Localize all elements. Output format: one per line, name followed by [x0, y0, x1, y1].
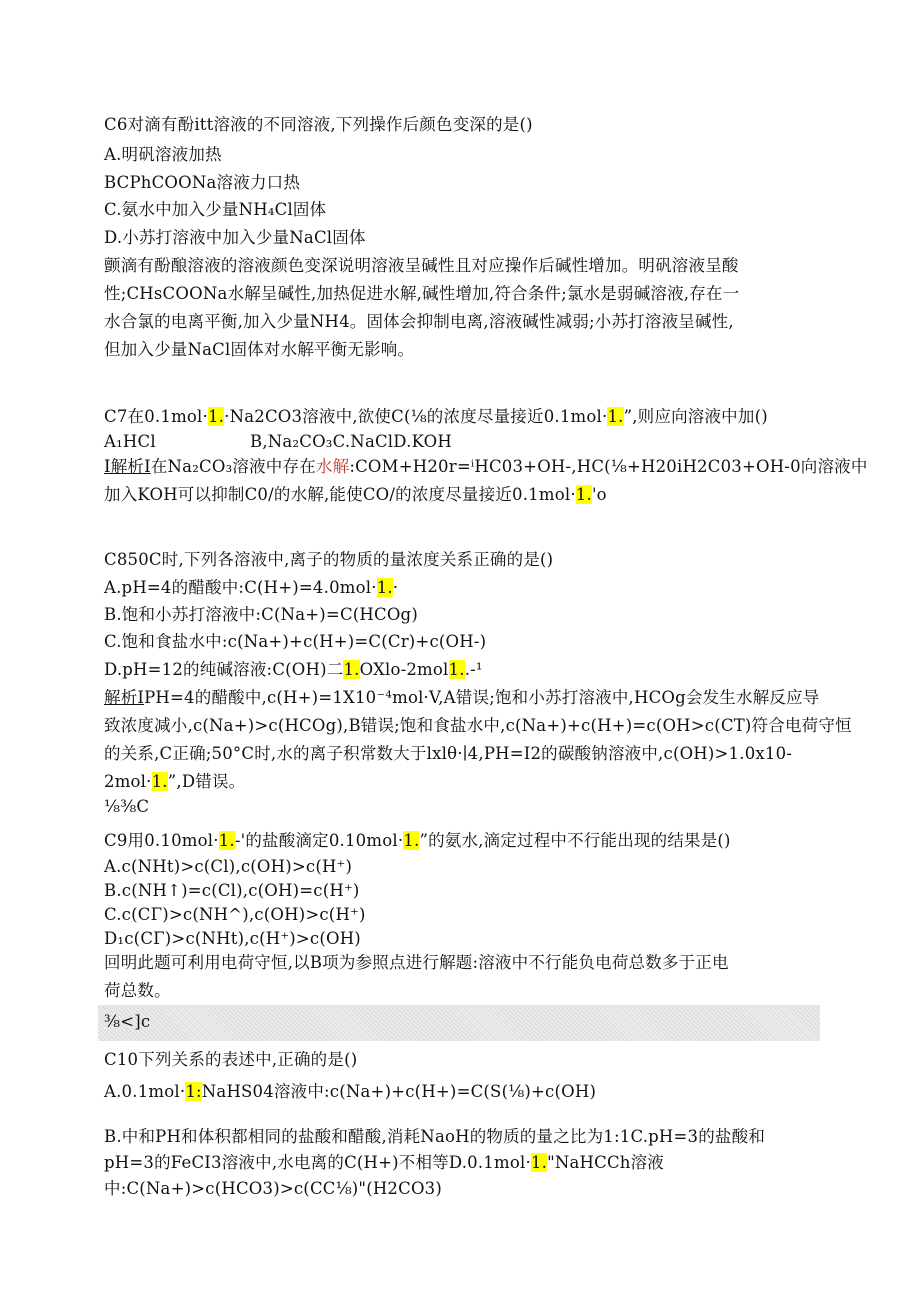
q8-explanation-3: 的关系,C正确;50°C时,水的离子积常数大于lxlθ·∣4,PH=I2的碳酸钠溶液中,c(OH)>1.0x10- — [104, 744, 793, 763]
q7-title-part2: ·Na2CO3溶液中,欲使C(⅛的浓度尽量接近0.1mol· — [224, 407, 608, 426]
q8-option-a — [104, 576, 398, 600]
q6-option-a: A.明矾溶液加热 — [104, 145, 222, 164]
q8-explanation-label: 解析I — [104, 688, 145, 707]
highlight-mark: 1. — [403, 831, 420, 850]
q10-option-a-end: NaHS04溶液中:c(Na+)+c(H+)=C(S(⅛)+c(OH) — [201, 1082, 597, 1101]
q10-option-b: B.中和PH和体积都相同的盐酸和醋酸,消耗NaoH的物质的量之比为1:1C.pH=3的盐酸和 — [104, 1127, 766, 1146]
q10-option-a — [104, 1080, 596, 1104]
q6-option-b: BCPhCOONa溶液力口热 — [104, 173, 301, 192]
q8-option-d-mid: OXlo-2mol — [359, 660, 449, 679]
q7-explanation-2-text: 加入KOH可以抑制C0/的水解,能使CO/的浓度尽量接近0.1mol· — [104, 485, 576, 504]
q6-explanation-4: 但加入少量NaCl固体对水解平衡无影响。 — [104, 340, 415, 359]
q7-title — [104, 405, 768, 429]
q10-option-a-text: A.0.1mol· — [104, 1082, 186, 1101]
q8-option-a-end: · — [392, 578, 399, 597]
q8-explanation-4-end: ”,D错误。 — [167, 772, 246, 791]
q8-option-b: B.饱和小苏打溶液中:C(Na+)=C(HCOg) — [104, 605, 418, 624]
q8-explanation-1-text: PH=4的醋酸中,c(H+)=1X10⁻⁴mol·V,A错误;饱和小苏打溶液中,HCOg会发生水解反应导 — [144, 688, 820, 707]
q8-option-c: C.饱和食盐水中:c(Na+)+c(H+)=C(Cr)+c(OH-) — [104, 632, 487, 651]
q9-title-part3: ”的氨水,滴定过程中不行能出现的结果是() — [419, 831, 731, 850]
q7-title-part1: C7在0.1mol· — [104, 407, 208, 426]
q9-title-part1: C9用0.10mol· — [104, 831, 219, 850]
q8-option-a-text: A.pH=4的醋酸中:C(H+)=4.0mol· — [104, 578, 377, 597]
q8-explanation-1 — [104, 686, 820, 710]
highlight-mark: 1. — [607, 407, 624, 426]
q7-explanation-keyword: 水解 — [315, 457, 350, 476]
q7-explanation-2 — [104, 483, 607, 507]
q6-title: C6对滴有酚itt溶液的不同溶液,下列操作后颜色变深的是() — [104, 115, 533, 134]
q7-options-bcd: B,Na₂CO₃C.NaClD.KOH — [250, 432, 452, 451]
q8-answer: ⅛⅜C — [104, 797, 150, 816]
q8-explanation-4 — [104, 770, 245, 794]
q7-explanation-label: I解析I — [104, 457, 151, 476]
highlight-mark: 1. — [207, 407, 225, 426]
q9-option-a: A.c(NHt)>c(Cl),c(OH)>c(H⁺) — [104, 857, 353, 876]
q10-option-cd-text: pH=3的FeCI3溶液中,水电离的C(H+)不相等D.0.1mol· — [104, 1153, 531, 1172]
q6-explanation-1: 颤滴有酚酿溶液的溶液颜色变深说明溶液呈碱性且对应操作后碱性增加。明矾溶液呈酸 — [104, 256, 739, 275]
q9-option-d: D₁c(CΓ)>c(NHt),c(H⁺)>c(OH) — [104, 929, 361, 948]
q8-option-d-end: .-¹ — [464, 660, 483, 679]
q9-title — [104, 829, 731, 853]
q9-answer: ⅜<]c — [104, 1012, 151, 1031]
highlight-mark: 1. — [151, 772, 168, 791]
q6-option-c: C.氨水中加入少量NH₄Cl固体 — [104, 200, 327, 219]
q6-explanation-2: 性;CHsCOONa水解呈碱性,加热促进水解,碱性增加,符合条件;氯水是弱碱溶液,存在一 — [104, 284, 740, 303]
highlight-mark: 1. — [218, 831, 235, 850]
q9-title-part2: -'的盐酸滴定0.10mol· — [234, 831, 404, 850]
highlight-mark: 1. — [530, 1153, 548, 1172]
q10-option-d-cont: 中:C(Na+)>c(HCO3)>c(CC⅛)"(H2CO3) — [104, 1179, 443, 1198]
q6-option-d: D.小苏打溶液中加入少量NaCl固体 — [104, 228, 366, 247]
q9-option-c: C.c(CΓ)>c(NH^),c(OH)>c(H⁺) — [104, 905, 366, 924]
q7-title-part3: ”,则应向溶液中加() — [623, 407, 768, 426]
highlight-mark: 1. — [575, 485, 592, 504]
q7-explanation-1 — [104, 455, 868, 479]
q8-explanation-2: 致浓度减小,c(Na+)>c(HCOg),B错误;饱和食盐水中,c(Na+)+c(H+)=c(OH>c(CT)符合电荷守恒 — [104, 716, 852, 735]
q8-option-d-text: D.pH=12的纯碱溶液:C(OH)二 — [104, 660, 344, 679]
q7-explanation-text-b: :COM+H20r=ⁱHC03+OH-,HC(⅛+H20iH2C03+OH-0向溶液中 — [349, 457, 868, 476]
highlight-mark: 1. — [448, 660, 465, 679]
q7-explanation-2-end: 'o — [591, 485, 607, 504]
q7-explanation-text-a: 在Na₂CO₃溶液中存在 — [150, 457, 316, 476]
q6-explanation-3: 水合氯的电离平衡,加入少量NH4。固体会抑制电离,溶液碱性减弱;小苏打溶液呈碱性, — [104, 312, 734, 331]
q9-explanation-1: 回明此题可利用电荷守恒,以B项为参照点进行解题:溶液中不行能负电荷总数多于正电 — [104, 953, 729, 972]
q8-explanation-4-text: 2mol· — [104, 772, 152, 791]
q9-option-b: B.c(NH↑)=c(Cl),c(OH)=c(H⁺) — [104, 881, 360, 900]
highlight-mark: 1: — [185, 1082, 202, 1101]
q7-option-a: A₁HCl — [104, 432, 156, 451]
q9-explanation-2: 荷总数。 — [104, 981, 171, 1000]
highlight-mark: 1. — [343, 660, 360, 679]
answer-shaded-band — [98, 1005, 820, 1041]
highlight-mark: 1. — [376, 578, 393, 597]
q10-title: C10下列关系的表述中,正确的是() — [104, 1050, 358, 1069]
q8-option-d — [104, 658, 483, 682]
q8-title: C850C时,下列各溶液中,离子的物质的量浓度关系正确的是() — [104, 550, 554, 569]
q10-option-cd-end: "NaHCCh溶液 — [547, 1153, 665, 1172]
q10-option-cd — [104, 1151, 664, 1175]
